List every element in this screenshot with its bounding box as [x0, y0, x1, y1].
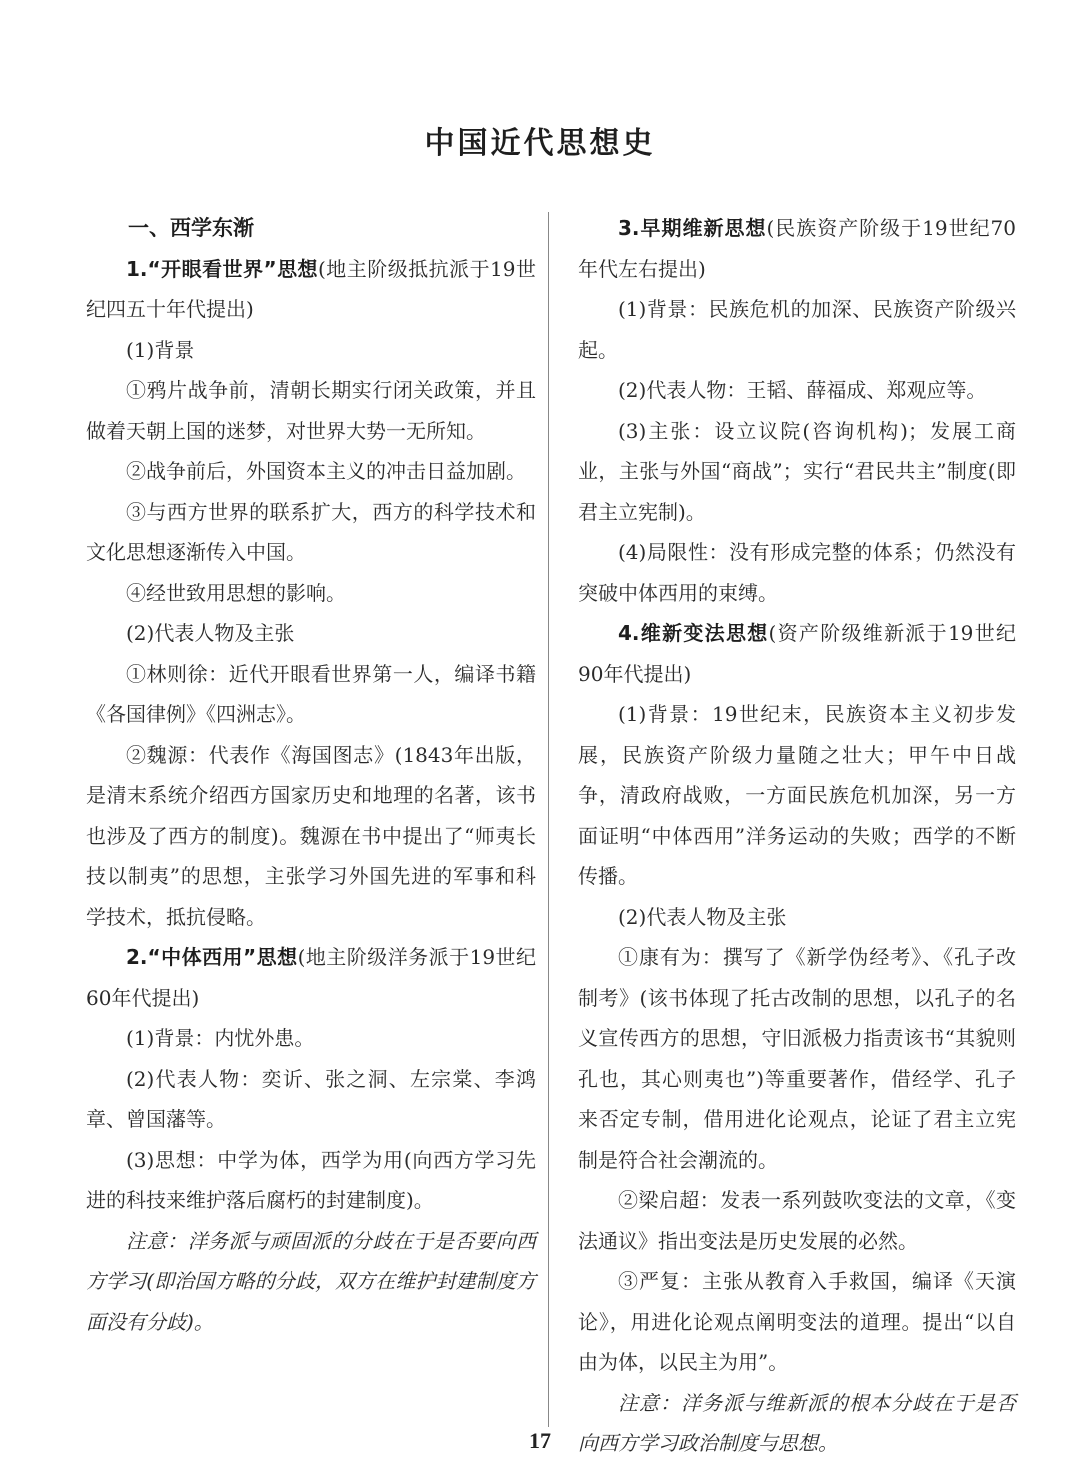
section-heading: 一、西学东渐 — [128, 216, 254, 240]
column-divider — [548, 212, 549, 1427]
paragraph: (1)背景：19世纪末，民族资本主义初步发展，民族资产阶级力量随之壮大；甲午中日战争，清政府战败，一方面民族危机加深，另一方面证明“中体西用”洋务运动的失败；西学的不断传播。 — [578, 702, 1016, 888]
subsection-1-desc: (地主阶级抵抗派于19世纪四五十年代提出) — [86, 256, 536, 321]
paragraph: ④经世致用思想的影响。 — [126, 580, 346, 605]
left-column — [86, 208, 536, 1342]
paragraph: ②魏源：代表作《海国图志》(1843年出版，是清末系统介绍西方国家历史和地理的名著，该书也涉及了西方的制度)。魏源在书中提出了“师夷长技以制夷”的思想，主张学习外国先进的军事和科学技术，抵抗侵略。 — [86, 742, 536, 929]
subsection-4 — [578, 613, 1016, 694]
paragraph: (2)代表人物及主张 — [618, 904, 787, 929]
paragraph: ②战争前后，外国资本主义的冲击日益加剧。 — [126, 459, 526, 483]
page-title: 中国近代思想史 — [424, 126, 656, 161]
paragraph: ①林则徐：近代开眼看世界第一人，编译书籍《各国律例》《四洲志》。 — [86, 661, 536, 726]
subsection-1 — [86, 249, 536, 330]
paragraph: (3)主张：设立议院(咨询机构)；发展工商业，主张与外国“商战”；实行“君民共主”制度(即君主立宪制)。 — [578, 418, 1016, 524]
paragraph: ③严复：主张从教育入手救国，编译《天演论》，用进化论观点阐明变法的道理。提出“以自由为体，以民主为用”。 — [578, 1269, 1016, 1374]
paragraph: (2)代表人物及主张 — [126, 621, 295, 645]
subsection-3-desc: (民族资产阶级于19世纪70年代左右提出) — [578, 216, 1017, 281]
page-number: 17 — [529, 1428, 551, 1453]
subsection-2 — [86, 937, 536, 1018]
right-column — [578, 208, 1016, 1464]
paragraph: ③与西方世界的联系扩大，西方的科学技术和文化思想逐渐传入中国。 — [86, 499, 536, 564]
paragraph: ①鸦片战争前，清朝长期实行闭关政策，并且做着天朝上国的迷梦，对世界大势一无所知。 — [86, 378, 536, 443]
subsection-1-title: 1.“开眼看世界”思想 — [126, 256, 319, 281]
note-paragraph: 注意：洋务派与顽固派的分歧在于是否要向西方学习(即治国方略的分歧，双方在维护封建制度方面没有分歧)。 — [86, 1228, 536, 1334]
subsection-2-title: 2.“中体西用”思想 — [126, 945, 298, 969]
paragraph: (3)思想：中学为体，西学为用(向西方学习先进的科技来维护落后腐朽的封建制度)。 — [86, 1147, 536, 1212]
subsection-3-title: 3.早期维新思想 — [618, 216, 767, 240]
paragraph: (1)背景：民族危机的加深、民族资产阶级兴起。 — [578, 297, 1016, 362]
paragraph: (2)代表人物：王韬、薛福成、郑观应等。 — [618, 378, 987, 402]
paragraph: (1)背景 — [126, 337, 195, 362]
paragraph: ②梁启超：发表一系列鼓吹变法的文章，《变法通议》指出变法是历史发展的必然。 — [578, 1188, 1016, 1253]
paragraph: ①康有为：撰写了《新学伪经考》、《孔子改制考》(该书体现了托古改制的思想，以孔子的名义宣传西方的思想，守旧派极力指责该书“其貌则孔也，其心则夷也”)等重要著作，借经学、孔子来否定专制，借用进化论观点，论证了君主立宪制是符合社会潮流的。 — [578, 945, 1016, 1172]
paragraph: (1)背景：内忧外患。 — [126, 1026, 315, 1050]
subsection-4-title: 4.维新变法思想 — [618, 621, 769, 645]
subsection-3 — [578, 208, 1016, 289]
subsection-4-desc: (资产阶级维新派于19世纪90年代提出) — [578, 621, 1016, 686]
paragraph: (2)代表人物：奕䜣、张之洞、左宗棠、李鸿章、曾国藩等。 — [86, 1066, 536, 1131]
paragraph: (4)局限性：没有形成完整的体系；仍然没有突破中体西用的束缚。 — [578, 540, 1016, 605]
subsection-2-desc: (地主阶级洋务派于19世纪60年代提出) — [86, 945, 536, 1010]
note-paragraph: 注意：洋务派与维新派的根本分歧在于是否向西方学习政治制度与思想。 — [578, 1390, 1016, 1455]
